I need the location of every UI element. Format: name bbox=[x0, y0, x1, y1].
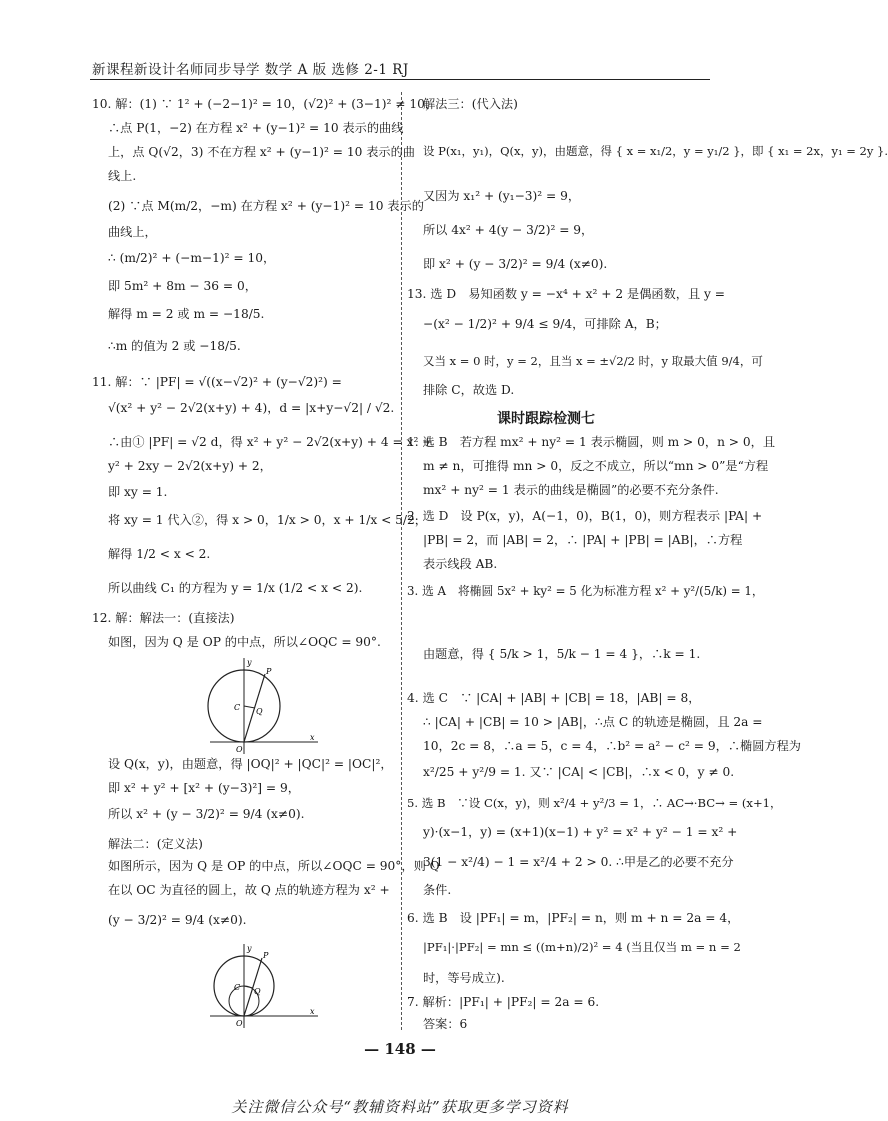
text-line: 所以曲线 C₁ 的方程为 y = 1/x (1/2 < x < 2). bbox=[108, 581, 363, 595]
point-c-label: C bbox=[234, 703, 241, 712]
answer-line: 答案：6 bbox=[423, 1017, 468, 1031]
axis-x-label: x bbox=[310, 733, 315, 742]
text-line: 又当 x = 0 时，y = 2，且当 x = ±√2/2 时，y 取最大值 9/4，可 bbox=[423, 354, 763, 368]
text-line: 12. 解：解法一：(直接法) bbox=[92, 611, 235, 625]
text-line: 条件. bbox=[423, 883, 452, 897]
text-line: 3. 选 A 将椭圆 5x² + ky² = 5 化为标准方程 x² + y²/(5/k) = 1， bbox=[407, 584, 764, 598]
text-line: x²/25 + y²/9 = 1. 又∵ |CA| < |CB|，∴x < 0，y ≠ 0. bbox=[423, 765, 735, 779]
axis-y-label: y bbox=[247, 658, 252, 667]
text-line: 2. 选 D 设 P(x，y)，A(−1，0)，B(1，0)，则方程表示 |PA| + bbox=[407, 509, 763, 523]
text-line: ∴ (m/2)² + (−m−1)² = 10， bbox=[108, 251, 276, 265]
text-line: 时，等号成立). bbox=[423, 971, 505, 985]
text-line: 解得 m = 2 或 m = −18/5. bbox=[108, 307, 265, 321]
text-line: 3(1 − x²/4) − 1 = x²/4 + 2 > 0. ∴甲是乙的必要不充分 bbox=[423, 855, 734, 869]
text-line: ∴点 P(1，−2) 在方程 x² + (y−1)² = 10 表示的曲线 bbox=[108, 121, 404, 135]
text-line: −(x² − 1/2)² + 9/4 ≤ 9/4，可排除 A，B； bbox=[423, 317, 667, 331]
text-line: y)·(x−1，y) = (x+1)(x−1) + y² = x² + y² − 1 = x² + bbox=[423, 825, 738, 839]
text-line: 5. 选 B ∵设 C(x，y)，则 x²/4 + y²/3 = 1，∴ AC→·BC→ = (x+1， bbox=[407, 796, 782, 810]
text-line: mx² + ny² = 1 表示的曲线是椭圆”的必要不充分条件. bbox=[423, 483, 719, 497]
text-line: ∴ |CA| + |CB| = 10 > |AB|，∴点 C 的轨迹是椭圆，且 2a = bbox=[423, 715, 763, 729]
text-line: 将 xy = 1 代入②，得 x > 0，1/x > 0，x + 1/x < 5/2， bbox=[108, 513, 427, 527]
text-line: 解法三：(代入法) bbox=[423, 97, 518, 111]
text-line: 即 x² + (y − 3/2)² = 9/4 (x≠0). bbox=[423, 257, 608, 271]
text-line: m ≠ n，可推得 mn > 0，反之不成立，所以“mn > 0”是“方程 bbox=[423, 459, 769, 473]
axis-y-label: y bbox=[247, 944, 252, 953]
header-rule bbox=[90, 79, 710, 80]
point-p-label: P bbox=[266, 667, 272, 676]
text-line: 设 P(x₁，y₁)，Q(x，y)，由题意，得 { x = x₁/2，y = y₁/2 }，即 { x₁ = 2x，y₁ = 2y }. bbox=[423, 144, 888, 158]
section-title: 课时跟踪检测七 bbox=[497, 411, 595, 427]
text-line: 所以 4x² + 4(y − 3/2)² = 9， bbox=[423, 223, 594, 237]
column-divider bbox=[401, 92, 402, 1030]
origin-label: O bbox=[236, 1019, 243, 1028]
text-line: 设 Q(x，y)，由题意，得 |OQ|² + |QC|² = |OC|²， bbox=[108, 757, 393, 771]
text-line: |PF₁|·|PF₂| = mn ≤ ((m+n)/2)² = 4 (当且仅当 m = n = 2 bbox=[423, 940, 741, 954]
text-line: 即 x² + y² + [x² + (y−3)²] = 9， bbox=[108, 781, 300, 795]
figure-circle-1 bbox=[210, 656, 320, 756]
point-q-label: Q bbox=[256, 707, 263, 716]
text-line: ∴m 的值为 2 或 −18/5. bbox=[108, 339, 241, 353]
text-line: 1. 选 B 若方程 mx² + ny² = 1 表示椭圆，则 m > 0，n > 0，且 bbox=[407, 435, 776, 449]
text-line: 4. 选 C ∵ |CA| + |AB| + |CB| = 18，|AB| = 8， bbox=[407, 691, 701, 705]
text-line: 解得 1/2 < x < 2. bbox=[108, 547, 211, 561]
text-line: 上，点 Q(√2，3) 不在方程 x² + (y−1)² = 10 表示的曲 bbox=[108, 145, 415, 159]
axis-x-label: x bbox=[310, 1007, 315, 1016]
text-line: |PB| = 2，而 |AB| = 2，∴ |PA| + |PB| = |AB|，∴方程 bbox=[423, 533, 743, 547]
footer-note: 关注微信公众号“教辅资料站”获取更多学习资料 bbox=[231, 1098, 569, 1116]
text-line: 又因为 x₁² + (y₁−3)² = 9， bbox=[423, 189, 581, 203]
text-line: 13. 选 D 易知函数 y = −x⁴ + x² + 2 是偶函数，且 y = bbox=[407, 287, 725, 301]
text-line: 10，2c = 8，∴a = 5，c = 4，∴b² = a² − c² = 9，∴椭圆方程为 bbox=[423, 739, 801, 753]
text-line: 在以 OC 为直径的圆上，故 Q 点的轨迹方程为 x² + bbox=[108, 883, 390, 897]
point-q-label: Q bbox=[254, 987, 261, 996]
point-c-label: C bbox=[234, 983, 241, 992]
text-line: 10. 解：(1) ∵ 1² + (−2−1)² = 10，(√2)² + (3−1)² ≠ 10， bbox=[92, 97, 438, 111]
text-line: 即 xy = 1. bbox=[108, 485, 168, 499]
page-number: — 148 — bbox=[364, 1040, 436, 1058]
text-line: 线上. bbox=[108, 169, 137, 183]
text-line: 如图所示，因为 Q 是 OP 的中点，所以∠OQC = 90°，则 Q bbox=[108, 859, 440, 873]
text-line: 7. 解析：|PF₁| + |PF₂| = 2a = 6. bbox=[407, 995, 600, 1009]
text-line: 所以 x² + (y − 3/2)² = 9/4 (x≠0). bbox=[108, 807, 305, 821]
point-p-label: P bbox=[263, 951, 269, 960]
text-line: 由题意，得 { 5/k > 1，5/k − 1 = 4 }，∴k = 1. bbox=[423, 647, 701, 661]
text-line: (2) ∵点 M(m/2，−m) 在方程 x² + (y−1)² = 10 表示的 bbox=[108, 199, 424, 213]
text-line: (y − 3/2)² = 9/4 (x≠0). bbox=[108, 913, 247, 927]
text-line: y² + 2xy − 2√2(x+y) + 2， bbox=[108, 459, 272, 473]
text-line: 解法二：(定义法) bbox=[108, 837, 203, 851]
text-line: 排除 C，故选 D. bbox=[423, 383, 515, 397]
text-line: 11. 解：∵ |PF| = √((x−√2)² + (y−√2)²) = bbox=[92, 375, 342, 389]
page-header: 新课程新设计名师同步导学 数学 A 版 选修 2-1 RJ bbox=[92, 62, 409, 78]
text-line: ∴由① |PF| = √2 d，得 x² + y² − 2√2(x+y) + 4 = x² + bbox=[108, 435, 433, 449]
origin-label: O bbox=[236, 745, 243, 754]
text-line: √(x² + y² − 2√2(x+y) + 4)，d = |x+y−√2| / √2. bbox=[108, 401, 395, 415]
text-line: 6. 选 B 设 |PF₁| = m，|PF₂| = n，则 m + n = 2a = 4， bbox=[407, 911, 740, 925]
text-line: 曲线上， bbox=[108, 225, 157, 239]
text-line: 如图，因为 Q 是 OP 的中点，所以∠OQC = 90°. bbox=[108, 635, 381, 649]
text-line: 表示线段 AB. bbox=[423, 557, 498, 571]
figure-circle-2 bbox=[210, 942, 320, 1032]
text-line: 即 5m² + 8m − 36 = 0， bbox=[108, 279, 257, 293]
